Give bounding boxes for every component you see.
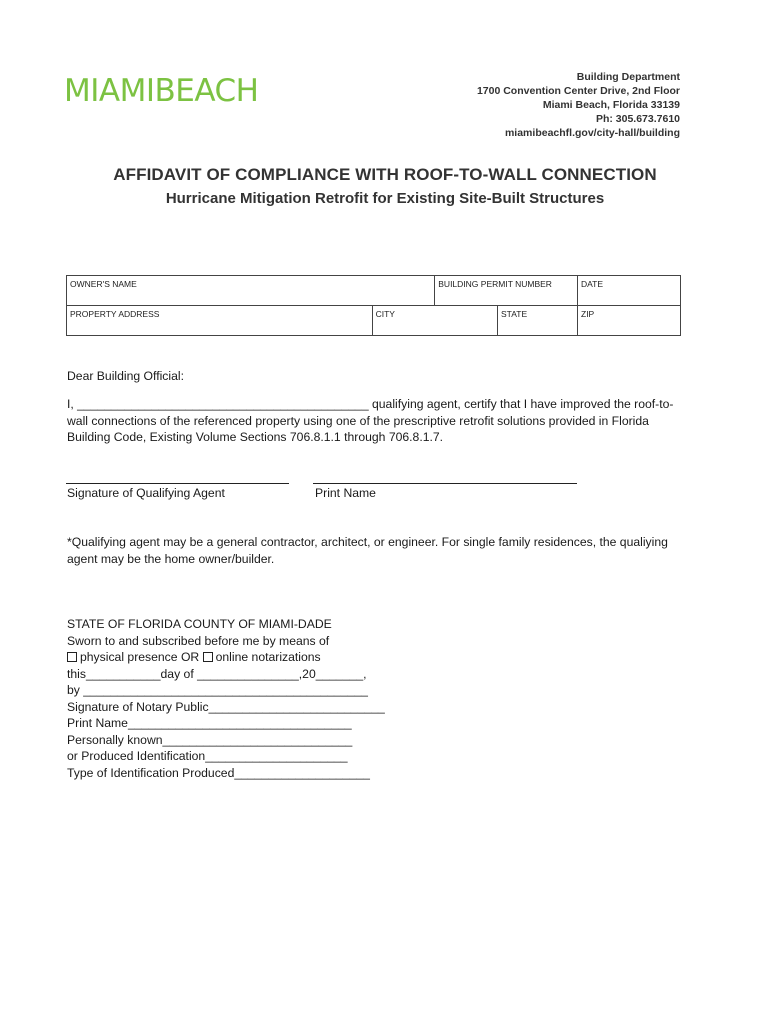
print-name-label: Print Name	[315, 486, 376, 500]
owners-name-field[interactable]	[67, 276, 435, 306]
notary-means-options	[67, 649, 385, 666]
notary-section	[67, 616, 385, 781]
property-info-table	[66, 275, 681, 336]
logo-miami: MIAMI	[64, 73, 155, 109]
salutation: Dear Building Official:	[67, 369, 184, 383]
online-notarization-checkbox[interactable]	[203, 652, 213, 662]
qualifying-agent-footnote: *Qualifying agent may be a general contractor, architect, or engineer. For single family residences, the qualiying agent may be the home owner/builder.	[67, 535, 668, 566]
print-name-line[interactable]	[313, 483, 577, 484]
website-link[interactable]: miamibeachfl.gov/city-hall/building	[504, 127, 680, 139]
notary-by-line[interactable]: by __________________________________________	[67, 683, 368, 697]
date-label: DATE	[581, 279, 604, 289]
property-address-label: PROPERTY ADDRESS	[70, 309, 160, 319]
zip-label: ZIP	[581, 309, 595, 319]
permit-number-field[interactable]	[435, 276, 578, 306]
personally-known-line[interactable]: Personally known____________________________	[67, 732, 353, 747]
street-address: 1700 Convention Center Drive, 2nd Floor	[476, 85, 680, 97]
agent-signature-label: Signature of Qualifying Agent	[67, 486, 225, 500]
zip-field[interactable]	[578, 306, 681, 336]
owners-name-label: OWNER'S NAME	[70, 279, 137, 289]
page-subtitle: Hurricane Mitigation Retrofit for Existing Site-Built Structures	[165, 190, 605, 207]
permit-number-label: BUILDING PERMIT NUMBER	[438, 279, 552, 289]
city-field[interactable]	[372, 306, 497, 336]
physical-presence-label: physical presence OR	[80, 650, 200, 664]
city-state-zip: Miami Beach, Florida 33139	[542, 99, 680, 111]
date-field[interactable]	[578, 276, 681, 306]
phone-number: Ph: 305.673.7610	[595, 113, 680, 125]
notary-signature-line[interactable]: Signature of Notary Public__________________________	[67, 699, 385, 714]
logo-beach: BEACH	[154, 73, 259, 109]
notary-print-name-line[interactable]: Print Name_________________________________	[67, 716, 352, 730]
online-notarization-label: online notarizations	[215, 650, 321, 664]
property-address-field[interactable]	[67, 306, 373, 336]
miami-beach-logo	[64, 73, 259, 109]
notary-state-county: STATE OF FLORIDA COUNTY OF MIAMI-DADE	[67, 617, 332, 631]
physical-presence-checkbox[interactable]	[67, 652, 77, 662]
certification-paragraph: I, ___________________________________________ qualifying agent, certify that I have improved the roof-to-wall connections of the referenced property using one of the prescriptive retrofit solutions provided in Florida Building Code, Existing Volume Sections 706.8.1.1 through 706.8.1.7.	[67, 397, 674, 444]
city-label: CITY	[375, 309, 395, 319]
produced-identification-line[interactable]: or Produced Identification_____________________	[67, 749, 348, 763]
state-label: STATE	[501, 309, 528, 319]
department-name: Building Department	[576, 71, 680, 83]
state-field[interactable]	[498, 306, 578, 336]
identification-type-line[interactable]: Type of Identification Produced____________________	[67, 765, 370, 780]
agent-signature-line[interactable]	[66, 483, 289, 484]
notary-sworn-line: Sworn to and subscribed before me by means of	[67, 633, 330, 648]
department-address-block	[477, 70, 680, 140]
page-title: AFFIDAVIT OF COMPLIANCE WITH ROOF-TO-WALL CONNECTION	[113, 165, 657, 184]
notary-date-line[interactable]: this___________day of _______________,20_______,	[67, 666, 367, 681]
